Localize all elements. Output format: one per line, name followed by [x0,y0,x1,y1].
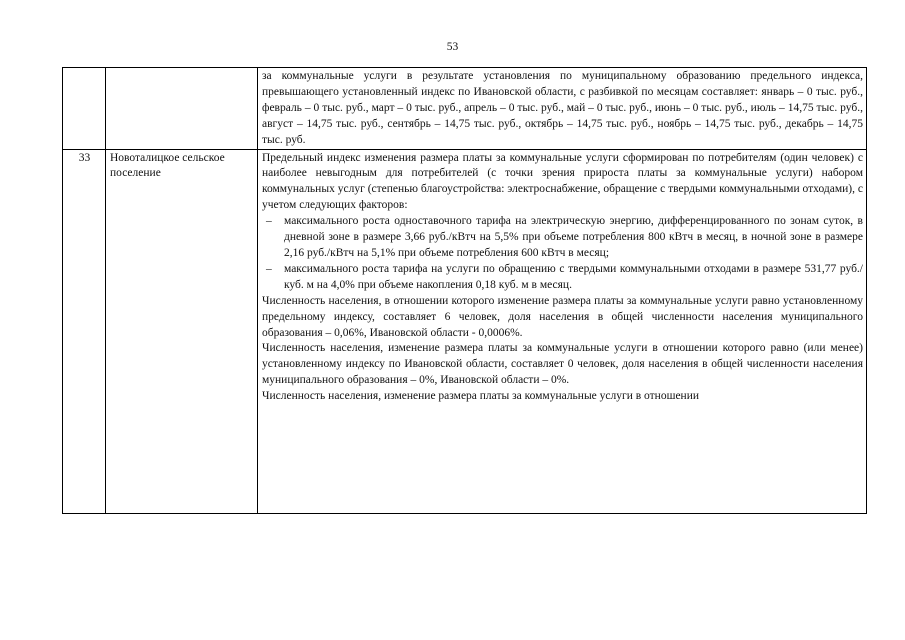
population-paragraph: Численность населения, изменение размера платы за коммунальные услуги в отношении [262,390,700,403]
population-paragraph: Численность населения, изменение размера платы за коммунальные услуги в отношении которого равно (или менее) установленному индексу по Ивановской области, составляет 0 человек, доля населения в общей численности населения муниципального образования – 0%, Ивановской области – 0%. [262,342,863,387]
continued-paragraph: за коммунальные услуги в результате установления по муниципальному образованию предельного индекса, превышающего установленный индекс по Ивановской области, с разбивкой по месяцам составляет: январь – 0 тыс. руб., февраль – 0 тыс. руб., март – 0 тыс. руб., апрель – 0 тыс. руб., май – 0 тыс. руб., июнь – 0 тыс. руб., июль – 14,75 тыс. руб., август – 14,75 тыс. руб., сентябрь – 14,75 тыс. руб., октябрь – 14,75 тыс. руб., ноябрь – 14,75 тыс. руб., декабрь – 14,75 тыс. руб. [262,70,863,146]
page-number: 53 [446,41,459,53]
municipalities-table [62,67,867,514]
list-item [262,214,863,262]
intro-paragraph: Предельный индекс изменения размера платы за коммунальные услуги сформирован по потребителям (один человек) с наиболее невыгодным для потребителей (с точки зрения прироста платы за коммунальные услуги) набором коммунальных услуг (степенью благоустройства: электроснабжение, обращение с твердыми коммунальными отходами), с учетом следующих факторов: [262,151,863,212]
description-cell [258,68,867,150]
municipality-name-cell [106,68,258,150]
description-cell [258,149,867,513]
table-row [63,68,867,150]
row-number-cell: 33 [63,149,106,513]
table-row [63,149,867,513]
bullet-text: максимального роста одноставочного тарифа на электрическую энергию, дифференцированного по зонам суток, в дневной зоне в размере 3,66 руб./кВтч на 5,5% при объеме потребления 800 кВтч в месяц, в ночной зоне в размере 2,16 руб./кВтч на 5,1% при объеме потребления 600 кВтч в месяц; [284,215,863,259]
municipality-name-cell: Новоталицкое сельское поселение [106,149,258,513]
bullet-text: максимального роста тарифа на услуги по обращению с твердыми коммунальными отходами в размере 531,77 руб./куб. м на 4,0% при объеме накопления 0,18 куб. м в месяц. [284,262,863,291]
bullet-dash: – [266,262,272,275]
row-number-cell [63,68,106,150]
factors-list [262,214,863,294]
list-item [262,262,863,294]
population-paragraph: Численность населения, в отношении которого изменение размера платы за коммунальные услуги равно установленному предельному индексу, составляет 6 человек, доля населения в общей численности населения муниципального образования – 0,06%, Ивановской области - 0,0006%. [262,294,863,339]
bullet-dash: – [266,215,272,228]
